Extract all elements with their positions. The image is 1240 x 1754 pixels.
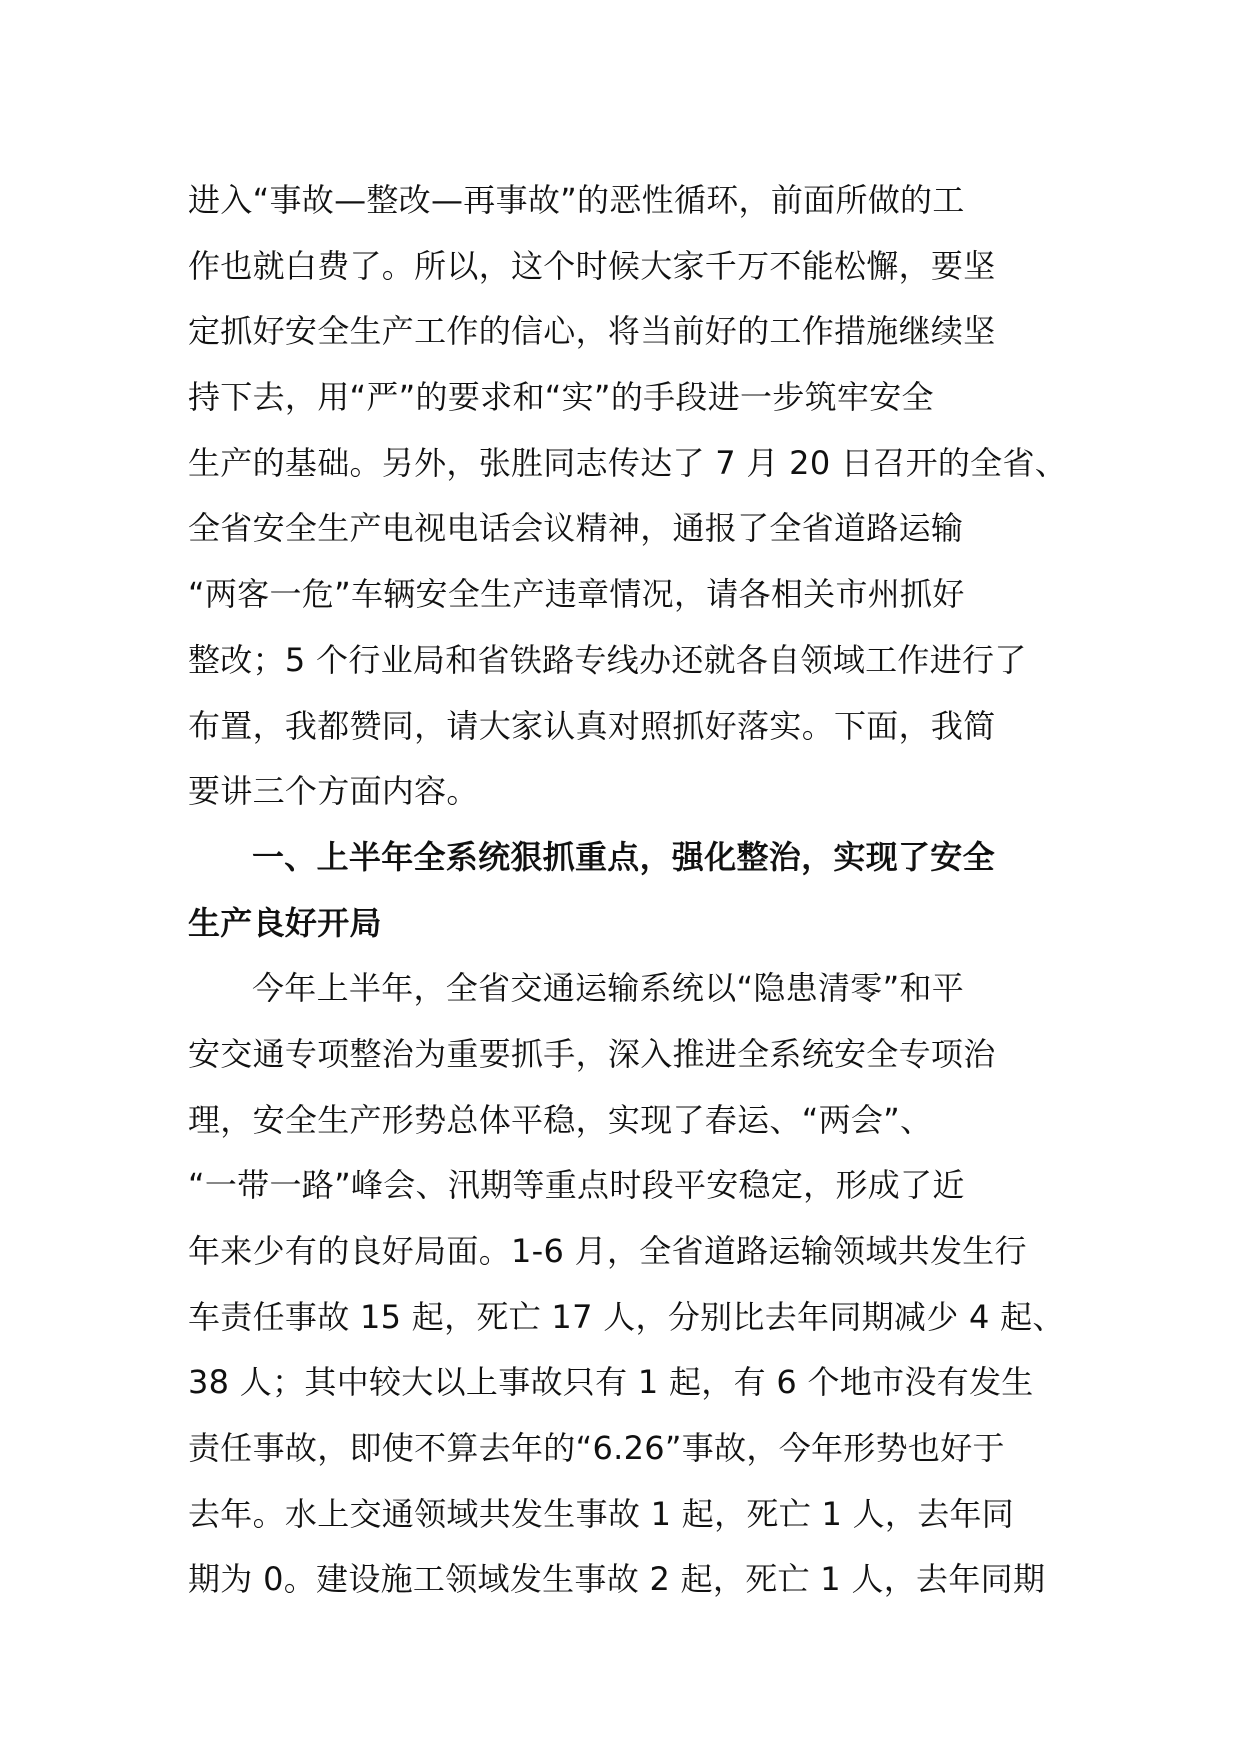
- paragraph-line: 布置，我都赞同，请大家认真对照抓好落实。下面，我简: [188, 706, 996, 745]
- paragraph-line: 持下去，用“严”的要求和“实”的手段进一步筑牢安全: [188, 378, 934, 417]
- paragraph-line: 期为 0。建设施工领域发生事故 2 起，死亡 1 人，去年同期: [188, 1560, 1046, 1599]
- paragraph-line: 进入“事故—整改—再事故”的恶性循环，前面所做的工: [188, 181, 965, 219]
- body-text: [188, 168, 1068, 1613]
- paragraph-line: 责任事故，即使不算去年的“6.26”事故，今年形势也好于: [188, 1429, 1005, 1468]
- section-heading-line: 一、上半年全系统狠抓重点，强化整治，实现了安全: [252, 837, 995, 876]
- paragraph-line: “两客一危”车辆安全生产违章情况，请各相关市州抓好: [188, 575, 965, 614]
- paragraph-line: 生产的基础。另外，张胜同志传达了 7 月 20 日召开的全省、: [188, 443, 1068, 482]
- paragraph-line: 38 人；其中较大以上事故只有 1 起，有 6 个地市没有发生: [188, 1363, 1034, 1402]
- paragraph-line: 去年。水上交通领域共发生事故 1 起，死亡 1 人，去年同: [188, 1494, 1015, 1533]
- paragraph-line: 全省安全生产电视电话会议精神，通报了全省道路运输: [188, 509, 964, 548]
- paragraph-line: 今年上半年，全省交通运输系统以“隐患清零”和平: [252, 969, 965, 1008]
- paragraph-line: 定抓好安全生产工作的信心，将当前好的工作措施继续坚: [188, 312, 996, 351]
- paragraph-line: 作也就白费了。所以，这个时候大家千万不能松懈，要坚: [188, 246, 996, 285]
- paragraph-line: 要讲三个方面内容。: [188, 772, 479, 811]
- paragraph-line: 年来少有的良好局面。1-6 月，全省道路运输领域共发生行: [188, 1232, 1027, 1270]
- paragraph-line: 理，安全生产形势总体平稳，实现了春运、“两会”、: [188, 1100, 933, 1139]
- paragraph-line: “一带一路”峰会、汛期等重点时段平安稳定，形成了近: [188, 1166, 965, 1205]
- paragraph-line: 整改；5 个行业局和省铁路专线办还就各自领域工作进行了: [188, 640, 1027, 679]
- section-heading-line: 生产良好开局: [188, 903, 382, 942]
- paragraph-line: 安交通专项整治为重要抓手，深入推进全系统安全专项治: [188, 1034, 996, 1073]
- paragraph-line: 车责任事故 15 起，死亡 17 人，分别比去年同期减少 4 起、: [188, 1297, 1065, 1336]
